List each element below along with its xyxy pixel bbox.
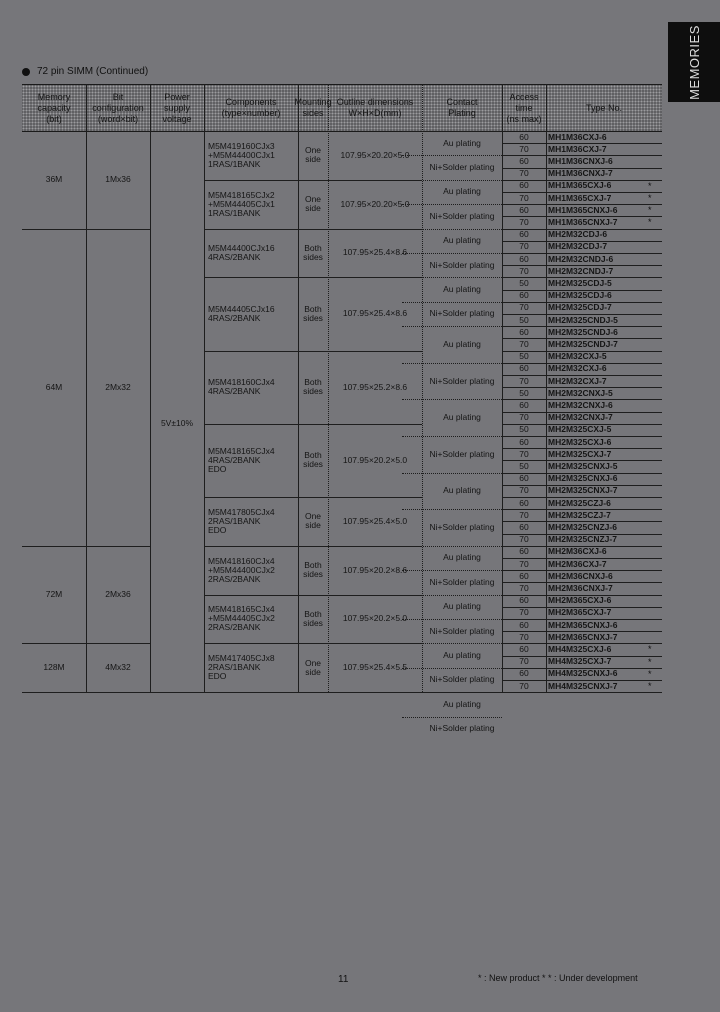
contact-plating: Au plating [443,601,481,612]
component-line: EDO [208,524,227,535]
row-divider [502,534,662,535]
mounting-sides [298,229,328,278]
row-divider [502,412,662,413]
component-line: M5M418165CJx4 [208,445,275,456]
component-line: EDO [208,671,227,682]
row-divider [502,387,662,388]
type-number: MH1M36CNXJ-6 [548,155,613,166]
type-number: MH2M365CXJ-7 [548,607,612,618]
component-spec [208,497,296,546]
table-header [22,84,662,132]
type-number: MH2M325CZJ-7 [548,509,611,520]
access-time: 50 [519,387,529,398]
sides-line: sides [303,312,323,323]
header-organization: Bit configuration (word×bit) [92,91,144,124]
new-product-star: * [648,668,652,679]
component-line: M5M418160CJx4 [208,555,275,566]
row-divider [502,143,662,144]
new-product-star: * [648,217,652,228]
outline-dimensions: 107.95×25.4×8.6 [342,247,408,258]
access-time: 70 [519,302,529,313]
sides-line: sides [303,386,323,397]
row-divider [22,692,662,693]
row-divider [502,375,662,376]
memory-capacity: 128M [43,662,65,673]
access-time: 70 [519,168,529,179]
type-number: MH2M365CNXJ-6 [548,619,618,630]
access-time: 60 [519,521,529,532]
sides-line: side [305,520,321,531]
type-number: MH2M325CXJ-5 [548,424,612,435]
sides-line: sides [303,251,323,262]
row-divider [502,570,662,571]
access-time: 60 [519,229,529,240]
component-line: M5M418160CJx4 [208,377,275,388]
access-time: 60 [519,204,529,215]
component-line: +M5M44400CJx2 [208,564,275,575]
type-number: MH2M36CXJ-7 [548,558,607,569]
component-line: 4RAS/2BANK [208,386,261,397]
row-divider [502,168,662,169]
outline-dimensions: 107.95×20.2×5.0 [342,454,408,465]
row-divider [502,619,662,620]
component-line: M5M417405CJx8 [208,653,275,664]
row-divider [502,497,662,498]
type-number: MH2M36CNXJ-7 [548,582,613,593]
type-number: MH4M325CNXJ-6 [548,668,618,679]
new-product-star: * [648,681,652,691]
type-number: MH4M325CXJ-6 [548,643,612,654]
type-number: MH2M32CXJ-6 [548,363,607,374]
mounting-sides [298,595,328,644]
access-time: 70 [519,582,529,593]
access-time: 50 [519,314,529,325]
new-product-star: * [648,180,652,191]
contact-plating: Ni+Solder plating [429,162,495,173]
contact-plating: Ni+Solder plating [429,210,495,221]
row-divider [502,241,662,242]
sides-line: sides [303,459,323,470]
header-components: Components (type×number) [221,97,281,118]
row-divider [22,546,150,547]
row-divider [204,643,422,644]
component-line: 4RAS/2BANK [208,454,261,465]
component-spec [208,229,296,278]
row-divider [502,363,662,364]
access-time: 70 [519,216,529,227]
outline-dimensions: 107.95×20.20×5.0 [340,149,410,160]
type-number: MH2M32CXJ-7 [548,375,607,386]
access-time: 60 [519,155,529,166]
new-product-star: * [648,644,652,655]
sides-line: sides [303,617,323,628]
outline-dimensions: 107.95×20.2×5.0 [342,613,408,624]
component-line: 1RAS/1BANK [208,207,261,218]
contact-plating: Ni+Solder plating [429,259,495,270]
access-time: 70 [519,143,529,154]
section-title [22,66,148,77]
row-divider [502,180,662,181]
row-divider [204,497,422,498]
access-time: 60 [519,546,529,557]
component-line: 1RAS/1BANK [208,158,261,169]
mounting-sides [298,497,328,546]
type-number: MH2M32CDJ-6 [548,229,608,240]
row-divider [502,216,662,217]
sides-line: sides [303,569,323,580]
row-divider [502,485,662,486]
type-number: MH1M365CNXJ-7 [548,216,618,227]
row-divider [502,265,662,266]
row-divider [502,631,662,632]
mounting-sides [298,351,328,424]
row-divider [502,595,662,596]
access-time: 70 [519,265,529,276]
row-divider [502,607,662,608]
type-number: MH2M325CNZJ-7 [548,534,617,545]
sides-line: Both [304,450,322,461]
bit-configuration: 4Mx32 [105,662,131,673]
type-number: MH4M325CXJ-7 [548,656,612,667]
sides-line: Both [304,303,322,314]
row-divider [204,229,422,230]
component-spec [208,643,296,692]
row-divider [502,521,662,522]
component-spec [208,131,296,180]
row-divider [204,424,422,425]
type-number: MH1M36CXJ-7 [548,143,607,154]
component-line: M5M44405CJx16 [208,303,275,314]
component-line: +M5M44400CJx1 [208,149,275,160]
row-divider [502,399,662,400]
mounting-sides [298,131,328,180]
mounting-sides [298,180,328,229]
access-time: 60 [519,131,529,142]
access-time: 60 [519,570,529,581]
row-divider [502,155,662,156]
type-number: MH4M325CNXJ-7 [548,680,618,691]
access-time: 70 [519,680,529,691]
type-number: MH2M325CDJ-5 [548,277,612,288]
access-time: 60 [519,363,529,374]
new-product-star: * [648,193,652,203]
simm-table [22,84,662,734]
access-time: 60 [519,497,529,508]
type-number: MH2M325CNXJ-6 [548,473,618,484]
contact-plating: Ni+Solder plating [429,448,495,459]
section-title-text: 72 pin SIMM (Continued) [37,66,149,77]
access-time: 60 [519,436,529,447]
access-time: 50 [519,351,529,362]
section-tab-label: MEMORIES [686,24,702,100]
access-time: 70 [519,558,529,569]
component-line: M5M418165CJx4 [208,604,275,615]
bit-configuration: 1Mx36 [105,174,131,185]
column-divider [204,84,205,692]
contact-plating: Au plating [443,186,481,197]
mounting-sides [298,643,328,692]
access-time: 70 [519,534,529,545]
header-supply: Power supply voltage [162,91,192,124]
access-time: 70 [519,448,529,459]
mounting-sides [298,277,328,350]
row-divider [502,351,662,352]
row-divider [502,680,662,681]
row-divider [502,448,662,449]
row-divider [502,582,662,583]
sides-line: Both [304,242,322,253]
type-number: MH1M365CXJ-6 [548,180,612,191]
sides-line: One [304,145,322,156]
type-number: MH2M325CNZJ-6 [548,521,617,532]
row-divider [502,204,662,205]
contact-plating: Au plating [443,698,481,709]
row-divider [502,558,662,559]
access-time: 70 [519,631,529,642]
component-spec [208,180,296,229]
row-divider [502,229,662,230]
component-spec [208,546,296,595]
contact-plating: Ni+Solder plating [429,674,495,685]
row-divider [502,277,662,278]
access-time: 60 [519,253,529,264]
access-time: 50 [519,460,529,471]
type-number: MH1M365CXJ-7 [548,192,612,203]
type-number: MH1M36CNXJ-7 [548,168,613,179]
outline-dimensions: 107.95×25.4×5.5 [342,662,408,673]
row-divider [204,277,422,278]
access-time: 60 [519,180,529,191]
component-line: 4RAS/2BANK [208,312,261,323]
type-number: MH1M365CNXJ-6 [548,204,618,215]
access-time: 60 [519,290,529,301]
type-number: MH2M32CNXJ-7 [548,412,613,423]
sides-line: Both [304,608,322,619]
contact-plating: Ni+Solder plating [429,308,495,319]
type-number: MH2M325CDJ-7 [548,302,612,313]
row-divider [502,546,662,547]
row-divider [502,253,662,254]
component-line: M5M419160CJx3 [208,140,275,151]
type-number: MH2M32CNXJ-5 [548,387,613,398]
outline-dimensions: 107.95×25.4×5.0 [342,515,408,526]
access-time: 70 [519,607,529,618]
sides-line: side [305,666,321,677]
component-line: 4RAS/2BANK [208,251,261,262]
outline-dimensions: 107.95×20.20×5.0 [340,198,410,209]
type-number: MH2M325CNDJ-7 [548,338,618,349]
type-number: MH2M32CNDJ-6 [548,253,614,264]
header-access: Access time (ns max) [506,91,542,124]
access-time: 60 [519,473,529,484]
sides-line: Both [304,560,322,571]
type-number: MH2M365CXJ-6 [548,595,612,606]
legend: * : New product * * : Under development [478,973,638,983]
contact-plating: Au plating [443,485,481,496]
memory-capacity: 72M [45,589,63,600]
row-divider [502,668,662,669]
type-number: MH2M325CNXJ-7 [548,485,618,496]
access-time: 70 [519,412,529,423]
bit-configuration: 2Mx32 [105,381,131,392]
type-number: MH2M325CNXJ-5 [548,460,618,471]
type-number: MH2M32CNDJ-7 [548,265,614,276]
access-time: 70 [519,656,529,667]
type-number: MH2M325CXJ-7 [548,448,612,459]
component-line: 2RAS/1BANK [208,662,261,673]
row-divider [502,436,662,437]
sides-line: Both [304,377,322,388]
mounting-sides [298,424,328,497]
type-number: MH2M325CNDJ-5 [548,314,618,325]
contact-plating: Au plating [443,284,481,295]
type-number: MH2M36CNXJ-6 [548,570,613,581]
component-line: 2RAS/2BANK [208,622,261,633]
outline-dimensions: 107.95×25.2×8.6 [342,381,408,392]
contact-plating: Ni+Solder plating [429,521,495,532]
component-line: M5M418165CJx2 [208,189,275,200]
component-line: 2RAS/1BANK [208,515,261,526]
page-number: 11 [338,974,349,985]
type-number: MH2M32CDJ-7 [548,241,608,252]
access-time: 50 [519,424,529,435]
header-type-no: Type No. [585,102,623,113]
contact-plating: Au plating [443,412,481,423]
row-divider [502,656,662,657]
access-time: 60 [519,326,529,337]
contact-plating: Au plating [443,552,481,563]
access-time: 60 [519,619,529,630]
type-number: MH1M36CXJ-6 [548,131,607,142]
header-contact: Contact Plating [446,97,478,118]
row-divider [502,643,662,644]
row-divider [502,460,662,461]
row-divider [502,290,662,291]
row-divider [502,338,662,339]
row-divider [22,643,150,644]
type-number: MH2M325CDJ-6 [548,290,612,301]
component-spec [208,351,296,424]
row-divider [502,326,662,327]
component-line: EDO [208,463,227,474]
sides-line: side [305,154,321,165]
section-tab [668,22,720,102]
contact-plating: Au plating [443,338,481,349]
row-divider [502,314,662,315]
row-divider [204,351,422,352]
outline-dimensions: 107.95×25.4×8.6 [342,308,408,319]
access-time: 70 [519,509,529,520]
contact-plating: Au plating [443,235,481,246]
row-divider [204,595,422,596]
bullet-icon [22,68,30,76]
component-line: M5M417805CJx4 [208,506,275,517]
type-number: MH2M325CZJ-6 [548,497,611,508]
row-divider [502,302,662,303]
row-divider [502,509,662,510]
contact-plating: Ni+Solder plating [429,625,495,636]
header-mounting: Mounting sides [294,97,332,118]
component-spec [208,424,296,497]
contact-plating: Au plating [443,137,481,148]
bit-configuration: 2Mx36 [105,589,131,600]
type-number: MH2M325CNDJ-6 [548,326,618,337]
contact-plating: Ni+Solder plating [429,375,495,386]
outline-dimensions: 107.95×20.2×8.6 [342,564,408,575]
contact-plating: Ni+Solder plating [429,723,495,734]
row-divider [204,546,422,547]
access-time: 70 [519,338,529,349]
row-divider [402,717,502,718]
header-capacity: Memory capacity (bit) [37,91,71,124]
access-time: 50 [519,277,529,288]
type-number: MH2M36CXJ-6 [548,546,607,557]
component-spec [208,595,296,644]
header-dimensions: Outline dimensions W×H×D(mm) [336,97,414,118]
access-time: 60 [519,595,529,606]
row-divider [402,692,502,693]
row-divider [22,229,150,230]
component-spec [208,277,296,350]
new-product-star: * [648,656,652,667]
sides-line: One [304,511,322,522]
sides-line: One [304,657,322,668]
access-time: 60 [519,399,529,410]
type-number: MH2M365CNXJ-7 [548,631,618,642]
row-divider [204,180,422,181]
sides-line: One [304,194,322,205]
type-number: MH2M32CXJ-5 [548,351,607,362]
sides-line: side [305,203,321,214]
row-divider [502,473,662,474]
component-line: 2RAS/2BANK [208,573,261,584]
access-time: 60 [519,668,529,679]
access-time: 60 [519,643,529,654]
mounting-sides [298,546,328,595]
supply-voltage: 5V±10% [160,418,194,429]
memory-capacity: 36M [45,174,63,185]
type-number: MH2M32CNXJ-6 [548,399,613,410]
access-time: 70 [519,485,529,496]
component-line: M5M44400CJx16 [208,242,275,253]
access-time: 70 [519,241,529,252]
new-product-star: * [648,205,652,216]
component-line: +M5M44405CJx1 [208,198,275,209]
component-line: +M5M44405CJx2 [208,613,275,624]
row-divider [502,192,662,193]
contact-plating: Au plating [443,650,481,661]
memory-capacity: 64M [45,381,63,392]
access-time: 70 [519,375,529,386]
row-divider [502,424,662,425]
type-number: MH2M325CXJ-6 [548,436,612,447]
access-time: 70 [519,192,529,203]
contact-plating: Ni+Solder plating [429,576,495,587]
